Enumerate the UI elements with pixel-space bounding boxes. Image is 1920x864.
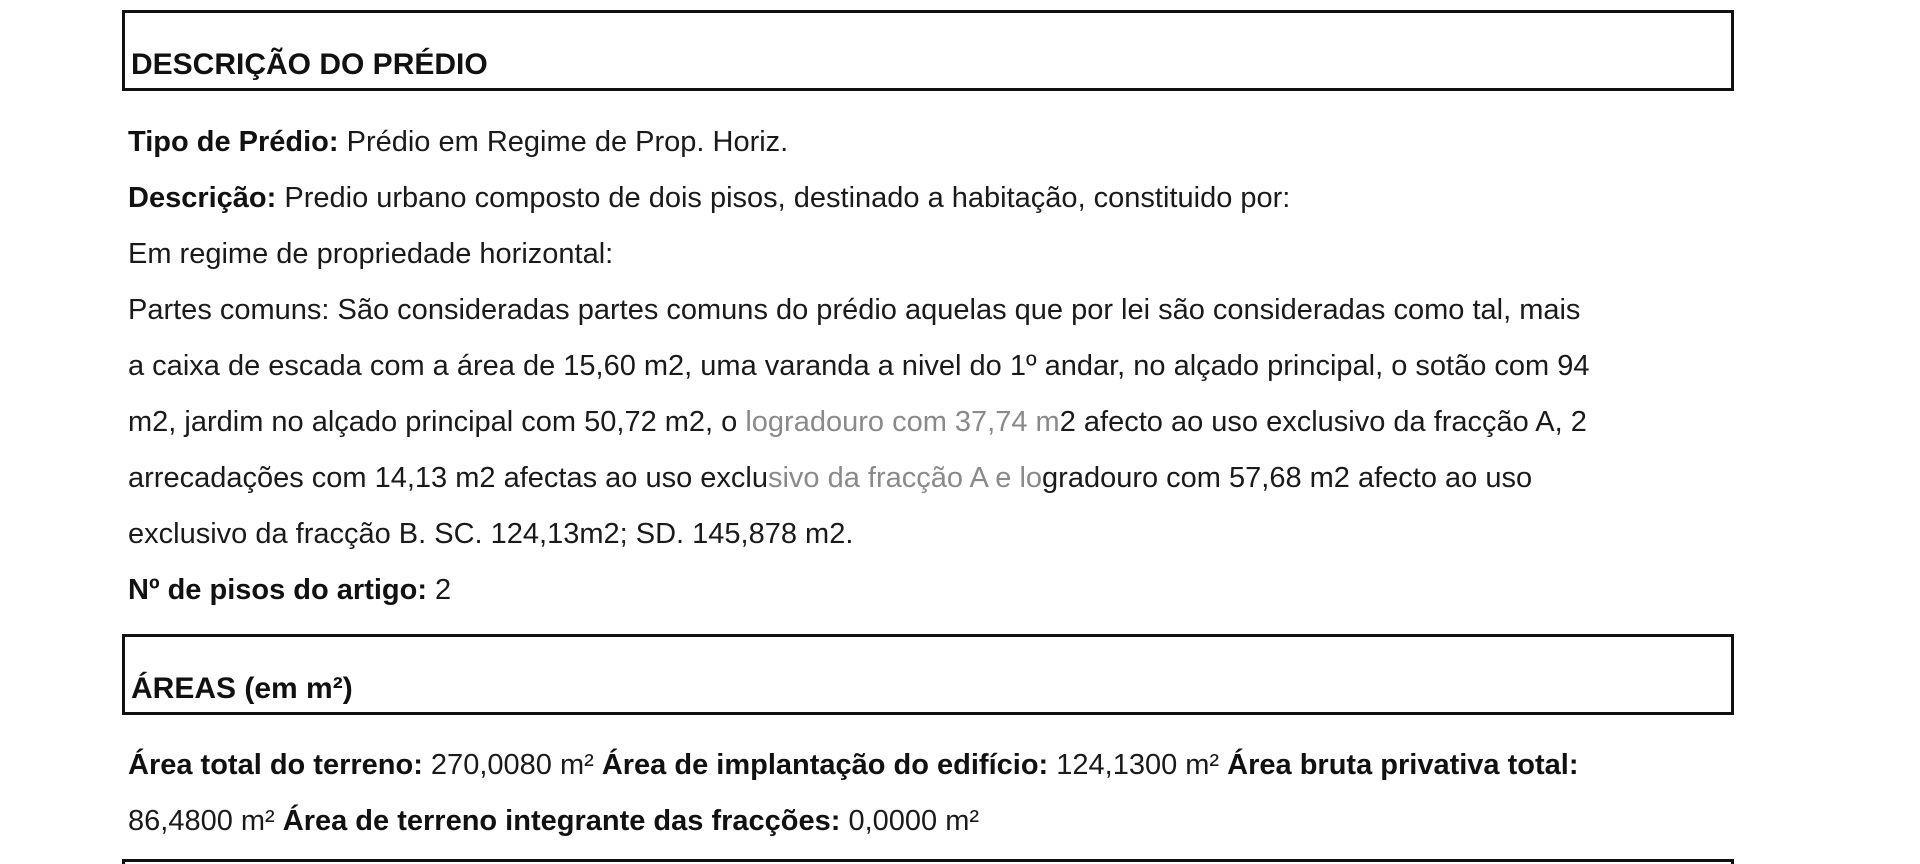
description-text-segment: gradouro com 57,68 m2 afecto ao uso <box>1042 462 1533 494</box>
description-text-segment: 2 afecto ao uso exclusivo da fracção A, 2 <box>1059 406 1587 438</box>
areas-section-header <box>122 634 1734 715</box>
descricao-section-header <box>122 10 1734 91</box>
descricao-value: Predio urbano composto de dois pisos, destinado a habitação, constituido por: <box>276 182 1291 214</box>
description-text-line <box>128 402 1587 442</box>
bruta-label: Área bruta privativa total: <box>1227 749 1579 781</box>
terreno-label: Área total do terreno: <box>128 749 423 781</box>
description-text-faded: logradouro com 37,74 m <box>745 406 1060 438</box>
pisos-label: Nº de pisos do artigo: <box>128 574 427 606</box>
areas-line <box>128 801 979 841</box>
terreno-value: 270,0080 m² <box>422 749 602 781</box>
description-text-line <box>128 458 1532 498</box>
implantacao-label: Área de implantação do edifício: <box>601 749 1049 781</box>
bruta-value: 86,4800 m² <box>128 805 283 837</box>
next-section-header <box>122 859 1734 864</box>
description-text-line: exclusivo da fracção B. SC. 124,13m2; SD. 145,878 m2. <box>128 518 854 550</box>
description-text-line: a caixa de escada com a área de 15,60 m2, uma varanda a nivel do 1º andar, no alçado principal, o sotão com 94 <box>128 350 1590 382</box>
integrante-label: Área de terreno integrante das fracções: <box>282 805 841 837</box>
implantacao-value: 124,1300 m² <box>1048 749 1228 781</box>
descricao-section-title: DESCRIÇÃO DO PRÉDIO <box>131 48 488 81</box>
tipo-predio-label: Tipo de Prédio: <box>128 126 339 158</box>
pisos-line <box>128 570 451 610</box>
description-text-line: Partes comuns: São consideradas partes comuns do prédio aquelas que por lei são consideradas como tal, mais <box>128 294 1581 326</box>
descricao-label: Descrição: <box>128 182 277 214</box>
description-text-segment: arrecadações com 14,13 m2 afectas ao uso exclu <box>128 462 768 494</box>
integrante-value: 0,0000 m² <box>840 805 980 837</box>
description-text-faded: sivo da fracção A e lo <box>767 462 1043 494</box>
description-text-line: Em regime de propriedade horizontal: <box>128 238 614 270</box>
pisos-value: 2 <box>427 574 452 606</box>
tipo-predio-line <box>128 122 788 162</box>
areas-section-title: ÁREAS (em m²) <box>131 672 353 705</box>
description-text-segment: m2, jardim no alçado principal com 50,72 m2, o <box>128 406 746 438</box>
areas-line <box>128 745 1578 785</box>
descricao-line <box>128 178 1290 218</box>
tipo-predio-value: Prédio em Regime de Prop. Horiz. <box>338 126 789 158</box>
